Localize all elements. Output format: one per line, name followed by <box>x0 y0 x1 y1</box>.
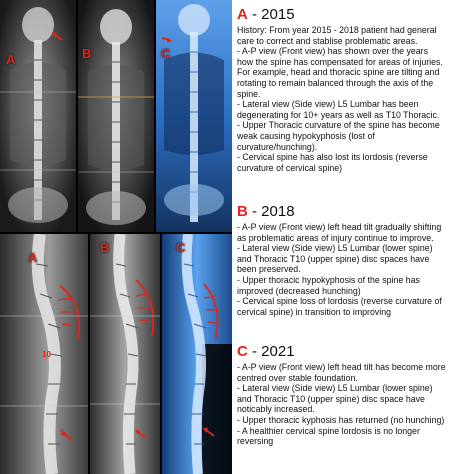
body-line: - Upper thoracic hypokyphosis of the spine has <box>237 274 420 285</box>
body-line: degenerating for 10+ years as well as T10 Thoracic. <box>237 109 440 120</box>
body-line: care to correct and stablise problematic areas. <box>237 35 418 46</box>
body-line: For example, head and thoracic spine are tilting and <box>237 67 440 78</box>
body-line: weak causing hypokyphosis (lost of <box>237 130 375 141</box>
body-line: - A healthier cervical spine lordosis is no longer <box>237 425 420 436</box>
body-line: - Lateral view (Side view) L5 Lumbar (lower spine) <box>237 383 433 394</box>
xray-lateral-2021 <box>162 234 232 474</box>
section-year-2018: - 2018 <box>247 203 295 220</box>
body-line: - A-P view (Front view) left head tilt has become more <box>237 362 446 372</box>
section-letter-a: A <box>237 6 248 23</box>
xray-ap-2021 <box>156 0 232 232</box>
body-line: - Upper Thoracic curvature of the spine has become <box>237 120 440 131</box>
body-line: noticably increased. <box>237 404 315 415</box>
body-line: - A-P view (Front view) has shown over the years <box>237 46 428 57</box>
body-line: - Lateral view (Side view) L5 Lumbar has been <box>237 99 419 110</box>
section-body-2015 <box>237 25 471 173</box>
body-line: as problematic areas of injury continue to improve. <box>237 232 434 243</box>
body-line: cervical spine) in transition to improving <box>237 306 392 317</box>
section-letter-b: B <box>237 203 248 220</box>
body-line: - Cervical spine has also lost its lordosis (reverse <box>237 152 428 163</box>
body-line: curvature of cervical spine) <box>237 162 343 173</box>
body-line: centred over stable foundation. <box>237 372 358 383</box>
section-2015 <box>237 6 471 173</box>
section-heading-2021 <box>237 343 471 360</box>
body-line: History: From year 2015 - 2018 patient had general <box>237 25 437 35</box>
body-line: - Lateral view (Side view) L5 Lumbar (lower spine) <box>237 243 433 254</box>
body-line: been preserved. <box>237 264 301 275</box>
panel-letter-2015-c: C <box>161 46 171 61</box>
section-body-2018 <box>237 222 471 317</box>
section-heading-2015 <box>237 6 471 23</box>
panel-letter-2018-a: A <box>28 250 38 265</box>
section-year-2021: - 2021 <box>247 343 295 360</box>
body-line: improved (decreased hunching) <box>237 285 361 296</box>
xray-ap-2018 <box>78 0 154 232</box>
section-heading-2018 <box>237 203 471 220</box>
panel-letter-2018-b: B <box>100 240 110 255</box>
panel-letter-2015-a: A <box>6 52 16 67</box>
body-line: spine. <box>237 88 261 99</box>
panel-letter-2018-c: C <box>176 240 186 255</box>
body-line: curvature/hunching). <box>237 141 318 152</box>
body-line: - Upper thoracic kyphosis has returned (no hunching) <box>237 414 445 425</box>
section-year-2015: - 2015 <box>247 6 295 23</box>
xray-lateral-2018 <box>90 234 160 474</box>
panel-letter-2015-b: B <box>82 46 92 61</box>
case-notes-panel <box>234 0 474 474</box>
xray-ap-2015 <box>0 0 76 232</box>
body-line: - A-P view (Front view) left head tilt gradually shifting <box>237 222 442 232</box>
body-line: and Thoracic T10 (upper spine) disc spaces have <box>237 253 430 264</box>
section-body-2021 <box>237 362 471 447</box>
t10-level-label: 10 <box>42 350 51 359</box>
body-line: rotating to remain balanced through the axis of the <box>237 77 434 88</box>
section-2018 <box>237 203 471 317</box>
body-line: and Thoracic T10 (upper spine) disc space have <box>237 393 425 404</box>
l5-level-label: 5 <box>60 428 65 437</box>
section-2021 <box>237 343 471 447</box>
body-line: reversing <box>237 436 274 447</box>
body-line: how the spine has compensated for areas of injuries. <box>237 56 443 67</box>
body-line: - Cervical spine loss of lordosis (reverse curvature of <box>237 296 442 307</box>
section-letter-c: C <box>237 343 248 360</box>
xray-image-panel <box>0 0 232 474</box>
